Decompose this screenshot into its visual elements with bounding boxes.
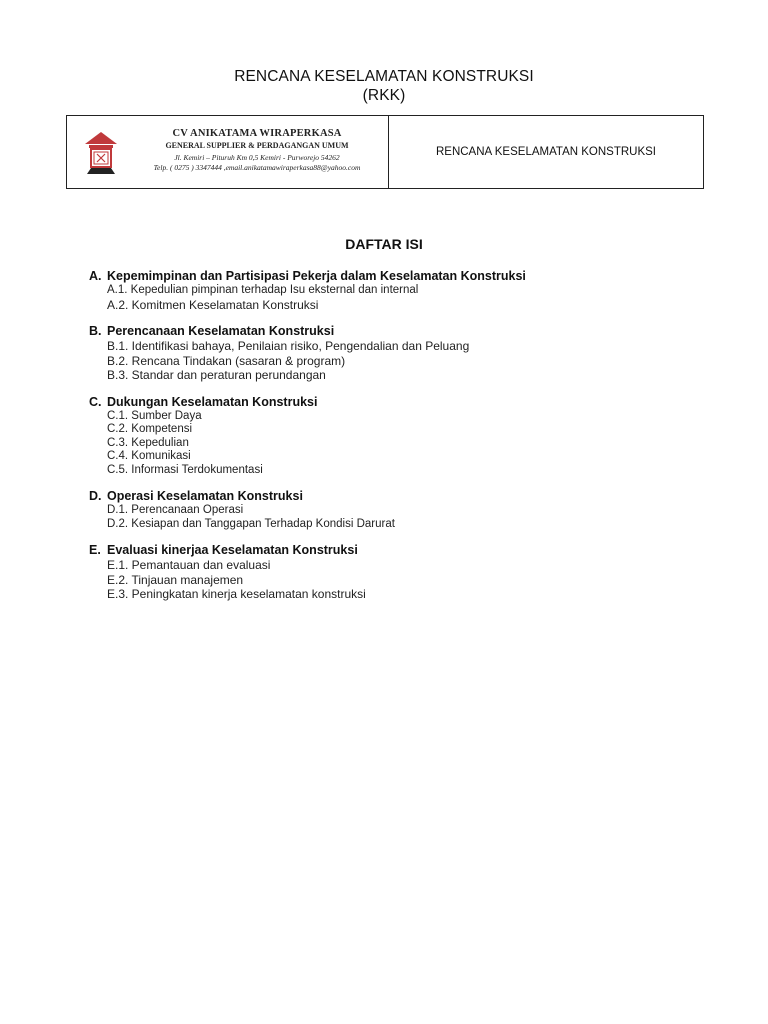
- section-letter: C.: [89, 394, 102, 409]
- section-title: Evaluasi kinerjaa Keselamatan Konstruksi: [107, 543, 358, 557]
- toc-item: E.3. Peningkatan kinerja keselamatan konstruksi: [107, 587, 366, 601]
- section-title: Operasi Keselamatan Konstruksi: [107, 489, 303, 503]
- company-name: CV ANIKATAMA WIRAPERKASA: [172, 128, 342, 139]
- section-letter: A.: [89, 269, 102, 283]
- table-of-contents: [89, 268, 689, 613]
- header-title-cell: [389, 116, 703, 188]
- toc-item: C.5. Informasi Terdokumentasi: [107, 463, 263, 476]
- header-title: RENCANA KESELAMATAN KONSTRUKSI: [435, 146, 657, 158]
- toc-item: C.2. Kompetensi: [107, 423, 193, 435]
- toc-item: A.2. Komitmen Keselamatan Konstruksi: [107, 297, 319, 312]
- section-title: Kepemimpinan dan Partisipasi Pekerja dalam Keselamatan Konstruksi: [107, 269, 526, 283]
- toc-item: B.1. Identifikasi bahaya, Penilaian risiko, Pengendalian dan Peluang: [107, 339, 470, 353]
- company-contact: Telp. ( 0275 ) 3347444 ,email.anikatamawiraperkasa88@yahoo.com: [153, 163, 361, 172]
- toc-item: E.2. Tinjauan manajemen: [107, 572, 244, 587]
- toc-item: C.3. Kepedulian: [107, 436, 189, 449]
- toc-item: C.1. Sumber Daya: [107, 409, 202, 422]
- building-logo-icon: [83, 130, 119, 176]
- company-cell: [67, 116, 389, 188]
- letterhead-table: [66, 115, 704, 189]
- toc-item: D.1. Perencanaan Operasi: [107, 504, 244, 516]
- toc-section-e: [89, 542, 689, 602]
- section-letter: E.: [89, 543, 101, 557]
- toc-item: E.1. Pemantauan dan evaluasi: [107, 558, 271, 572]
- toc-section-c: [89, 394, 689, 478]
- toc-section-d: [89, 488, 689, 531]
- document-subtitle: (RKK): [362, 87, 406, 104]
- toc-section-b: [89, 323, 689, 383]
- section-letter: D.: [89, 489, 102, 503]
- company-tagline: GENERAL SUPPLIER & PERDAGANGAN UMUM: [165, 141, 349, 150]
- toc-item: B.3. Standar dan peraturan perundangan: [107, 368, 326, 382]
- section-title: Perencanaan Keselamatan Konstruksi: [107, 324, 335, 338]
- toc-item: D.2. Kesiapan dan Tanggapan Terhadap Kondisi Darurat: [107, 517, 395, 530]
- section-letter: B.: [89, 324, 102, 338]
- toc-item: B.2. Rencana Tindakan (sasaran & program): [107, 353, 346, 368]
- toc-item: A.1. Kepedulian pimpinan terhadap Isu eksternal dan internal: [107, 284, 419, 296]
- toc-item: C.4. Komunikasi: [107, 450, 191, 462]
- company-address: Jl. Kemiri – Pituruh Km 0,5 Kemiri - Purworejo 54262: [174, 153, 340, 162]
- section-title: Dukungan Keselamatan Konstruksi: [107, 394, 318, 409]
- company-info: [131, 128, 383, 172]
- toc-section-a: [89, 268, 689, 312]
- document-title: RENCANA KESELAMATAN KONSTRUKSI: [234, 68, 534, 85]
- toc-title: DAFTAR ISI: [345, 236, 423, 252]
